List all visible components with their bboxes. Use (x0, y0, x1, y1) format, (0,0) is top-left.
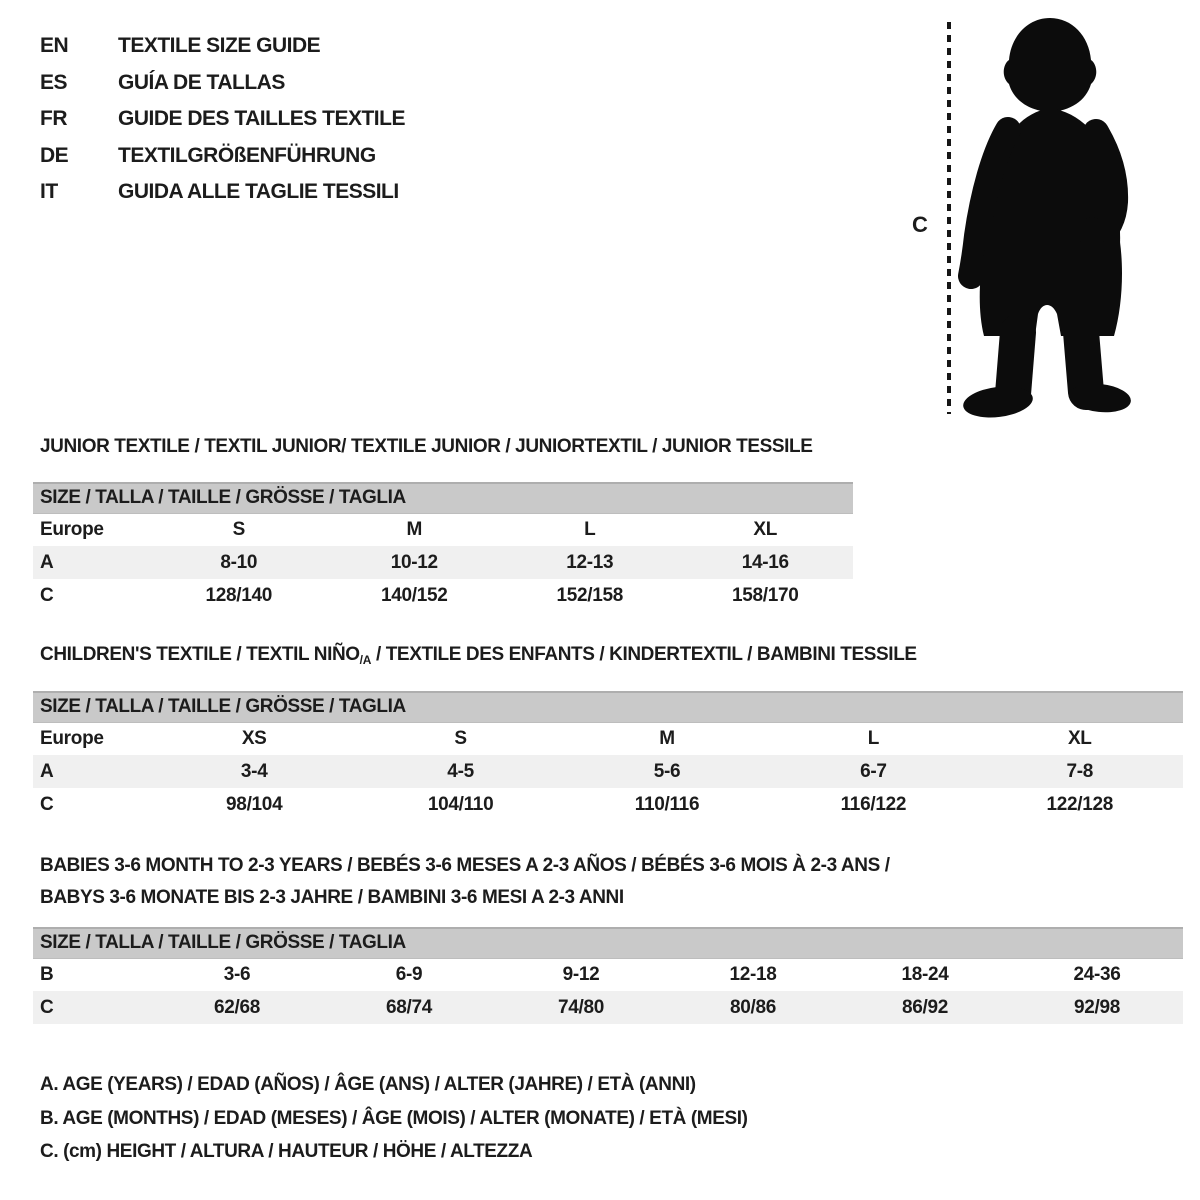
size-cell: 104/110 (427, 793, 494, 815)
language-guide-title: TEXTILGRÖßENFÜHRUNG (118, 143, 376, 167)
size-cell: 6-9 (395, 963, 423, 985)
size-cell: 128/140 (205, 584, 273, 606)
language-guide-title: TEXTILE SIZE GUIDE (118, 34, 321, 58)
table-row (33, 788, 1183, 821)
size-cell: 80/86 (667, 991, 839, 1024)
table-row (33, 546, 853, 579)
size-cell: XS (241, 727, 267, 749)
table-row (33, 755, 1183, 788)
babies-title-line1: BABIES 3-6 MONTH TO 2-3 YEARS / BEBÉS 3-6 MESES A 2-3 AÑOS / BÉBÉS 3-6 MOIS À 2-3 ANS / (40, 855, 890, 876)
size-cell: S (454, 727, 467, 749)
language-code: EN (40, 34, 69, 58)
row-label: A (33, 546, 151, 579)
junior-section-title: JUNIOR TEXTILE / TEXTIL JUNIOR/ TEXTILE JUNIOR / JUNIORTEXTIL / JUNIOR TESSILE (40, 436, 813, 457)
language-guide-title: GUIDA ALLE TAGLIE TESSILI (118, 180, 399, 204)
size-cell: 9-12 (562, 963, 600, 985)
language-item (40, 101, 405, 138)
language-item (40, 174, 405, 211)
children-section-title (40, 644, 917, 667)
size-cell: L (867, 727, 880, 749)
language-guide-title: GUIDE DES TAILLES TEXTILE (118, 107, 405, 131)
size-table-header-row (33, 692, 1183, 722)
size-cell: 116/122 (840, 793, 907, 815)
junior-size-table (33, 482, 853, 612)
row-label: Europe (40, 518, 104, 540)
table-row (33, 958, 1183, 991)
size-cell: 3-6 (223, 963, 251, 985)
row-label: B (40, 963, 54, 985)
size-cell: 92/98 (1011, 991, 1183, 1024)
size-cell: 110/116 (634, 793, 700, 815)
size-cell: XL (1067, 727, 1092, 749)
table-row (33, 513, 853, 546)
row-label: C (40, 793, 54, 815)
table-row (33, 722, 1183, 755)
size-cell: 18-24 (901, 963, 949, 985)
size-cell: 122/128 (1046, 793, 1114, 815)
size-cell: M (659, 727, 675, 749)
size-table-header-row (33, 483, 853, 513)
language-item (40, 28, 405, 65)
language-guide-title: GUÍA DE TALLAS (118, 70, 285, 94)
children-title-rest: / TEXTILE DES ENFANTS / KINDERTEXTIL / BAMBINI TESSILE (371, 644, 917, 665)
size-cell: 12-13 (502, 546, 678, 579)
size-cell: L (584, 518, 596, 540)
children-size-table (33, 691, 1183, 821)
size-cell: 6-7 (770, 755, 976, 788)
size-cell: 3-4 (151, 755, 357, 788)
size-cell: 12-18 (729, 963, 777, 985)
legend-line-b: B. AGE (MONTHS) / EDAD (MESES) / ÂGE (MOIS) / ALTER (MONATE) / ETÀ (MESI) (40, 1107, 748, 1129)
size-cell: 10-12 (327, 546, 503, 579)
babies-size-table (33, 927, 1183, 1024)
size-cell: 140/152 (380, 584, 448, 606)
table-row (33, 579, 853, 612)
row-label: A (33, 755, 151, 788)
measure-legend (40, 1068, 748, 1169)
size-cell: 152/158 (556, 584, 624, 606)
legend-line-a: A. AGE (YEARS) / EDAD (AÑOS) / ÂGE (ANS) / ALTER (JAHRE) / ETÀ (ANNI) (40, 1074, 696, 1095)
size-cell: 86/92 (839, 991, 1011, 1024)
legend-line-c: C. (cm) HEIGHT / ALTURA / HAUTEUR / HÖHE / ALTEZZA (40, 1141, 533, 1162)
size-header: SIZE / TALLA / TAILLE / GRÖSSE / TAGLIA (33, 483, 853, 513)
size-cell: 14-16 (678, 546, 854, 579)
language-code: FR (40, 107, 67, 131)
toddler-silhouette-image (958, 14, 1143, 419)
size-header: SIZE / TALLA / TAILLE / GRÖSSE / TAGLIA (33, 928, 1183, 958)
figure-height-label: C (912, 212, 928, 237)
language-item (40, 65, 405, 102)
language-item (40, 138, 405, 175)
size-cell: 5-6 (564, 755, 770, 788)
size-cell: 4-5 (357, 755, 563, 788)
size-cell: 68/74 (323, 991, 495, 1024)
size-cell: 7-8 (977, 755, 1183, 788)
language-code: DE (40, 143, 69, 167)
size-cell: 98/104 (226, 793, 283, 815)
size-cell: XL (753, 518, 778, 540)
language-code: ES (40, 70, 68, 94)
size-cell: 62/68 (151, 991, 323, 1024)
table-row (33, 991, 1183, 1024)
size-header: SIZE / TALLA / TAILLE / GRÖSSE / TAGLIA (33, 692, 1183, 722)
size-cell: S (232, 518, 245, 540)
children-title-main: CHILDREN'S TEXTILE / TEXTIL NIÑO (40, 644, 360, 665)
size-cell: 74/80 (495, 991, 667, 1024)
row-label: Europe (40, 727, 104, 749)
size-cell: 158/170 (731, 584, 799, 606)
size-table-header-row (33, 928, 1183, 958)
size-cell: 8-10 (151, 546, 327, 579)
children-title-subscript: /A (359, 653, 372, 667)
height-measure-dashed-line (947, 22, 951, 414)
language-guide-list (40, 28, 405, 211)
size-cell: M (406, 518, 423, 540)
row-label: C (40, 584, 54, 606)
row-label: C (33, 991, 151, 1024)
babies-title-line2: BABYS 3-6 MONATE BIS 2-3 JAHRE / BAMBINI 3-6 MESI A 2-3 ANNI (40, 887, 624, 908)
size-cell: 24-36 (1073, 963, 1121, 985)
babies-section-title (40, 850, 890, 914)
language-code: IT (40, 180, 58, 204)
